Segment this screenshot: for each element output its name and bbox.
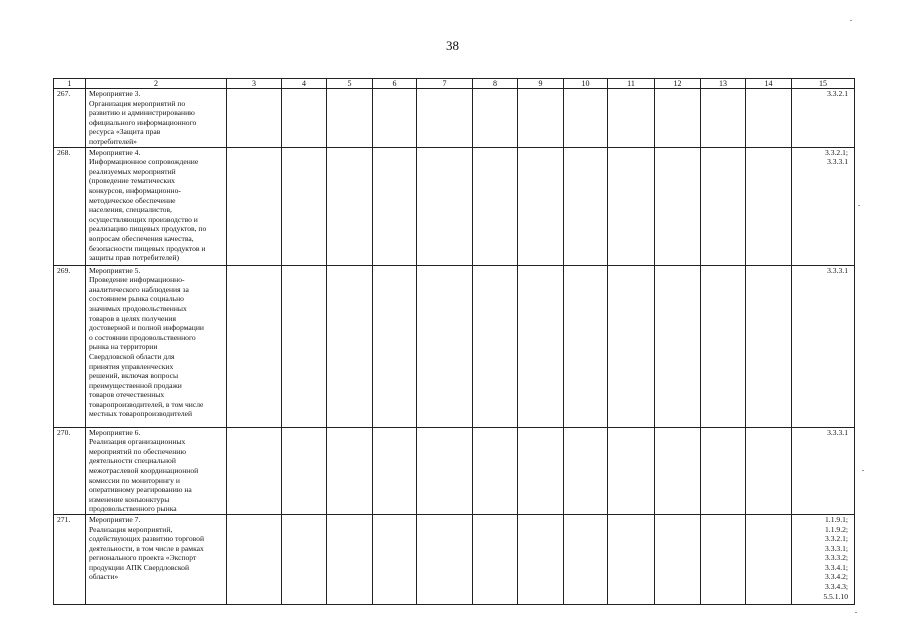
column-header: 9 <box>518 79 564 89</box>
empty-cell <box>473 265 518 427</box>
empty-cell <box>282 427 327 514</box>
activity-description: Проведение информационно- аналитического наблюдения за состоянием рынка социально значимых продовольственных товаров в целях получения достоверной и полной информации о состоянии продовольственного рынка на территории Свердловской области для принятия управленческих решений, включая вопросы преимущественной продажи товаров отечественных товаропроизводителей, в том числе местных товаропроизводителей <box>89 275 204 419</box>
activity-cell <box>86 147 227 265</box>
empty-cell <box>282 514 327 604</box>
scan-speck <box>862 470 864 471</box>
empty-cell <box>327 265 373 427</box>
column-header: 13 <box>701 79 746 89</box>
row-number: 268. <box>54 147 86 265</box>
empty-cell <box>746 89 792 148</box>
empty-cell <box>655 265 701 427</box>
empty-cell <box>746 514 792 604</box>
empty-cell <box>608 427 655 514</box>
empty-cell <box>746 427 792 514</box>
table-row <box>54 514 855 604</box>
empty-cell <box>701 147 746 265</box>
empty-cell <box>564 427 608 514</box>
target-codes: 3.3.3.1 <box>792 427 855 514</box>
activity-cell <box>86 265 227 427</box>
empty-cell <box>564 265 608 427</box>
column-header: 6 <box>373 79 417 89</box>
empty-cell <box>373 89 417 148</box>
target-codes: 3.3.3.1 <box>792 265 855 427</box>
activity-name: Мероприятие 5. <box>89 265 141 275</box>
empty-cell <box>608 265 655 427</box>
empty-cell <box>417 427 473 514</box>
column-header: 7 <box>417 79 473 89</box>
target-codes: 3.3.2.1; 3.3.3.1 <box>792 147 855 265</box>
activity-name: Мероприятие 7. <box>89 514 141 524</box>
empty-cell <box>227 147 282 265</box>
column-header: 5 <box>327 79 373 89</box>
activity-cell <box>86 89 227 148</box>
empty-cell <box>227 514 282 604</box>
empty-cell <box>373 427 417 514</box>
row-number: 267. <box>54 89 86 148</box>
row-number: 270. <box>54 427 86 514</box>
empty-cell <box>282 89 327 148</box>
empty-cell <box>417 514 473 604</box>
empty-cell <box>473 514 518 604</box>
activity-description: Реализация мероприятий, содействующих развитию торговой деятельности, в том числе в рамках регионального проекта «Экспорт продукции АПК Свердловской области» <box>89 524 205 582</box>
activity-name: Мероприятие 3. <box>89 89 141 98</box>
empty-cell <box>327 89 373 148</box>
empty-cell <box>473 427 518 514</box>
empty-cell <box>327 427 373 514</box>
column-header: 11 <box>608 79 655 89</box>
column-header: 2 <box>86 79 227 89</box>
scan-speck <box>855 612 857 613</box>
empty-cell <box>518 147 564 265</box>
page-number: 38 <box>446 38 459 53</box>
activity-cell <box>86 514 227 604</box>
activity-description: Информационное сопровождение реализуемых мероприятий (проведение тематических конкурсов, информационно- методическое обеспечение населения, специалистов, осуществляющих производство и реализацию пищевых продуктов, по вопросам обеспечения качества, безопасности пищевых продуктов и защиты прав потребителей) <box>89 157 207 263</box>
empty-cell <box>373 514 417 604</box>
empty-cell <box>227 265 282 427</box>
empty-cell <box>655 427 701 514</box>
activity-name: Мероприятие 4. <box>89 147 141 157</box>
empty-cell <box>327 514 373 604</box>
program-table-grid <box>53 78 855 605</box>
empty-cell <box>518 427 564 514</box>
column-header-row <box>54 79 855 89</box>
program-table <box>53 78 854 602</box>
empty-cell <box>417 265 473 427</box>
activity-description: Организация мероприятий по развитию и администрированию официального информационного ресурса «Защита прав потребителей» <box>89 98 197 146</box>
empty-cell <box>473 89 518 148</box>
empty-cell <box>282 147 327 265</box>
empty-cell <box>564 514 608 604</box>
empty-cell <box>564 147 608 265</box>
column-header: 12 <box>655 79 701 89</box>
row-number: 271. <box>54 514 86 604</box>
target-codes: 1.1.9.1; 1.1.9.2; 3.3.2.1; 3.3.3.1; 3.3.3.2; 3.3.4.1; 3.3.4.2; 3.3.4.3; 5.5.1.10 <box>792 514 855 604</box>
table-row <box>54 427 855 514</box>
column-header: 3 <box>227 79 282 89</box>
table-row <box>54 89 855 148</box>
empty-cell <box>564 89 608 148</box>
column-header: 8 <box>473 79 518 89</box>
scan-speck <box>858 205 860 206</box>
empty-cell <box>746 147 792 265</box>
empty-cell <box>282 265 327 427</box>
empty-cell <box>608 514 655 604</box>
empty-cell <box>518 265 564 427</box>
empty-cell <box>701 89 746 148</box>
empty-cell <box>227 427 282 514</box>
empty-cell <box>417 89 473 148</box>
empty-cell <box>701 427 746 514</box>
column-header: 4 <box>282 79 327 89</box>
empty-cell <box>518 89 564 148</box>
target-codes: 3.3.2.1 <box>792 89 855 148</box>
empty-cell <box>655 514 701 604</box>
empty-cell <box>608 89 655 148</box>
empty-cell <box>655 89 701 148</box>
empty-cell <box>655 147 701 265</box>
activity-name: Мероприятие 6. <box>89 427 141 437</box>
table-row <box>54 265 855 427</box>
empty-cell <box>746 265 792 427</box>
empty-cell <box>327 147 373 265</box>
empty-cell <box>373 147 417 265</box>
activity-description: Реализация организационных мероприятий по обеспечению деятельности специальной межотраслевой координационной комиссии по мониторингу и оперативному реагированию на изменение конъюнктуры продовольственного рынка <box>89 437 199 514</box>
column-header: 15 <box>792 79 855 89</box>
empty-cell <box>701 514 746 604</box>
empty-cell <box>227 89 282 148</box>
activity-cell <box>86 427 227 514</box>
empty-cell <box>701 265 746 427</box>
row-number: 269. <box>54 265 86 427</box>
column-header: 10 <box>564 79 608 89</box>
empty-cell <box>417 147 473 265</box>
empty-cell <box>473 147 518 265</box>
empty-cell <box>608 147 655 265</box>
table-row <box>54 147 855 265</box>
column-header: 14 <box>746 79 792 89</box>
scan-speck <box>850 20 852 21</box>
empty-cell <box>373 265 417 427</box>
column-header: 1 <box>54 79 86 89</box>
empty-cell <box>518 514 564 604</box>
